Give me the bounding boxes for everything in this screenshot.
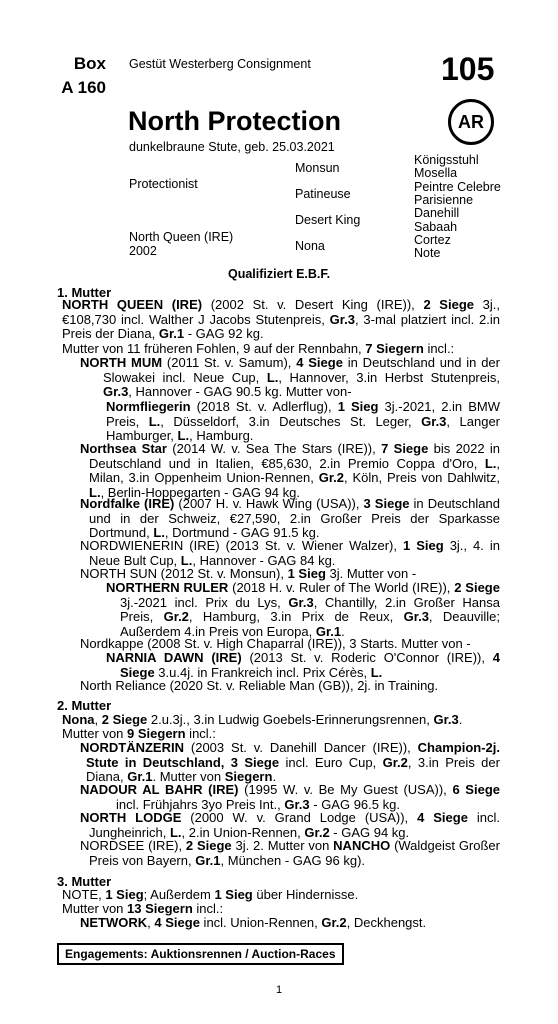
page-number: 1 <box>276 984 283 996</box>
family-entry: North Reliance (2020 St. v. Reliable Man (GB)), 2j. in Training. <box>80 678 439 693</box>
engagements-box: Engagements: Auktionsrennen / Auction-Races <box>57 943 344 965</box>
pedigree-ggs: Mosella <box>414 166 458 180</box>
ar-badge: AR <box>448 99 494 145</box>
pedigree-ggs: Cortez <box>414 233 451 247</box>
pedigree-gs: Patineuse <box>295 187 351 201</box>
entry-text: Nordfalke (IRE) (2007 H. v. Hawk Wing (USA)), 3 Siege in Deutschland und in der Schweiz, €27,590, 2.in Großer Preis der Sparkasse Dortmund, L., Dortmund - GAG 91.5 kg. <box>80 496 500 541</box>
pedigree-ggs: Sabaah <box>414 220 458 234</box>
family-entry: NORTH QUEEN (IRE) (2002 St. v. Desert King (IRE)), 2 Siege 3j., €108,730 incl. Walther J Jacobs Stutenpreis, Gr.3, 3-mal platziert incl. 2.in Preis der Diana, Gr.1 - GAG 92 kg. <box>62 297 500 342</box>
pedigree-dam-year: 2002 <box>129 244 157 258</box>
family-entry: Nona, 2 Siege 2.u.3j., 3.in Ludwig Goebels-Erinnerungsrennen, Gr.3. <box>62 712 463 727</box>
pedigree-dam: North Queen (IRE) <box>129 230 234 244</box>
family-entry <box>80 783 500 812</box>
entry-text: NORTH LODGE (2000 W. v. Grand Lodge (USA)), 4 Siege incl. Jungheinrich, L., 2.in Union-Rennen, Gr.2 - GAG 94 kg. <box>80 810 501 840</box>
box-label: Box <box>73 54 106 73</box>
family-entry: Nordkappe (2008 St. v. High Chaparral (IRE)), 3 Starts. Mutter von - <box>80 636 471 651</box>
pedigree-ggs: Peintre Celebre <box>414 180 501 194</box>
section-title-3: 3. Mutter <box>57 874 112 889</box>
entry-text: NORTH MUM (2011 St. v. Samum), 4 Siege in Deutschland und in der Slowakei incl. Neue Cup, L., Hannover, 3.in Herbst Stutenpreis, Gr.3, Hannover - GAG 90.5 kg. Mutter von- <box>80 355 500 400</box>
box-id: A 160 <box>61 78 106 97</box>
family-entry <box>80 356 500 400</box>
family-entry <box>80 741 500 785</box>
horse-description: dunkelbraune Stute, geb. 25.03.2021 <box>129 140 335 154</box>
entry-text: Northsea Star (2014 W. v. Sea The Stars (IRE)), 7 Siege bis 2022 in Deutschland und in Italien, €85,630, 2.in Premio Coppa d'Oro, L., Milan, 3.in Oppenheim Union-Rennen, Gr.2, Köln, Preis von Dahlwitz, L., Berlin-Hoppegarten - GAG 94 kg. <box>80 441 500 500</box>
family-entry <box>106 400 500 444</box>
family-entry <box>106 581 500 639</box>
pedigree-ggs: Danehill <box>414 206 460 220</box>
pedigree-ggs: Königsstuhl <box>414 153 479 167</box>
qualification: Qualifiziert E.B.F. <box>228 267 331 281</box>
family-entry <box>80 442 500 500</box>
lot-number: 105 <box>441 51 495 87</box>
family-entry: NORTH SUN (2012 St. v. Monsun), 1 Sieg 3j. Mutter von - <box>80 566 417 581</box>
entry-text: NORDTÄNZERIN (2003 St. v. Danehill Dancer (IRE)), Champion-2j. Stute in Deutschland, 3 Siege incl. Euro Cup, Gr.2, 3.in Preis der Diana, Gr.1. Mutter von Siegern. <box>80 740 500 785</box>
family-entry <box>80 539 500 568</box>
family-entry <box>80 497 500 541</box>
family-entry: Mutter von 11 früheren Fohlen, 9 auf der Rennbahn, 7 Siegern incl.: <box>62 341 455 356</box>
entry-text: NARNIA DAWN (IRE) (2013 St. v. Roderic O'Connor (IRE)), 4 Siege 3.u.4j. in Frankreich incl. Prix Cérès, L. <box>106 650 500 680</box>
entry-text: NADOUR AL BAHR (IRE) (1995 W. v. Be My Guest (USA)), 6 Siege incl. Frühjahrs 3yo Preis Int., Gr.3 - GAG 96.5 kg. <box>80 782 500 812</box>
entry-text: NORTHERN RULER (2018 H. v. Ruler of The World (IRE)), 2 Siege 3j.-2021 incl. Prix du Lys, Gr.3, Chantilly, 2.in Großer Hansa Preis, Gr.2, Hamburg, 3.in Prix de Reux, Gr.3, Deauville; Außerdem 4.in Preis von Europa, Gr.1. <box>106 580 500 639</box>
pedigree-ggs: Parisienne <box>414 193 474 207</box>
family-entry: NOTE, 1 Sieg; Außerdem 1 Sieg über Hindernisse. <box>62 887 359 902</box>
consignor: Gestüt Westerberg Consignment <box>129 57 311 71</box>
family-entry <box>80 839 500 868</box>
family-entry <box>106 651 500 680</box>
horse-name: North Protection <box>128 106 341 136</box>
family-entry: NETWORK, 4 Siege incl. Union-Rennen, Gr.2, Deckhengst. <box>80 915 427 930</box>
family-entry: Mutter von 13 Siegern incl.: <box>62 901 224 916</box>
section-title-1: 1. Mutter <box>57 285 112 300</box>
pedigree-gs: Nona <box>295 239 325 253</box>
entry-text: NORDSEE (IRE), 2 Siege 3j. 2. Mutter von NANCHO (Waldgeist Großer Preis von Bayern, Gr.1, München - GAG 96 kg). <box>80 838 500 868</box>
pedigree-gs: Desert King <box>295 213 361 227</box>
family-entry: Mutter von 9 Siegern incl.: <box>62 726 216 741</box>
entry-text: Normfliegerin (2018 St. v. Adlerflug), 1 Sieg 3j.-2021, 2.in BMW Preis, L., Düsseldorf, 3.in Deutsches St. Leger, Gr.3, Langer Hamburger, L., Hamburg. <box>106 399 501 444</box>
entry-text: NORDWIENERIN (IRE) (2013 St. v. Wiener Walzer), 1 Sieg 3j., 4. in Neue Bult Cup, L., Hannover - GAG 84 kg. <box>80 538 500 568</box>
section-title-2: 2. Mutter <box>57 698 112 713</box>
pedigree-sire: Protectionist <box>129 177 198 191</box>
family-entry <box>80 811 500 840</box>
pedigree-ggs: Note <box>414 246 441 260</box>
pedigree-gs: Monsun <box>295 161 340 175</box>
